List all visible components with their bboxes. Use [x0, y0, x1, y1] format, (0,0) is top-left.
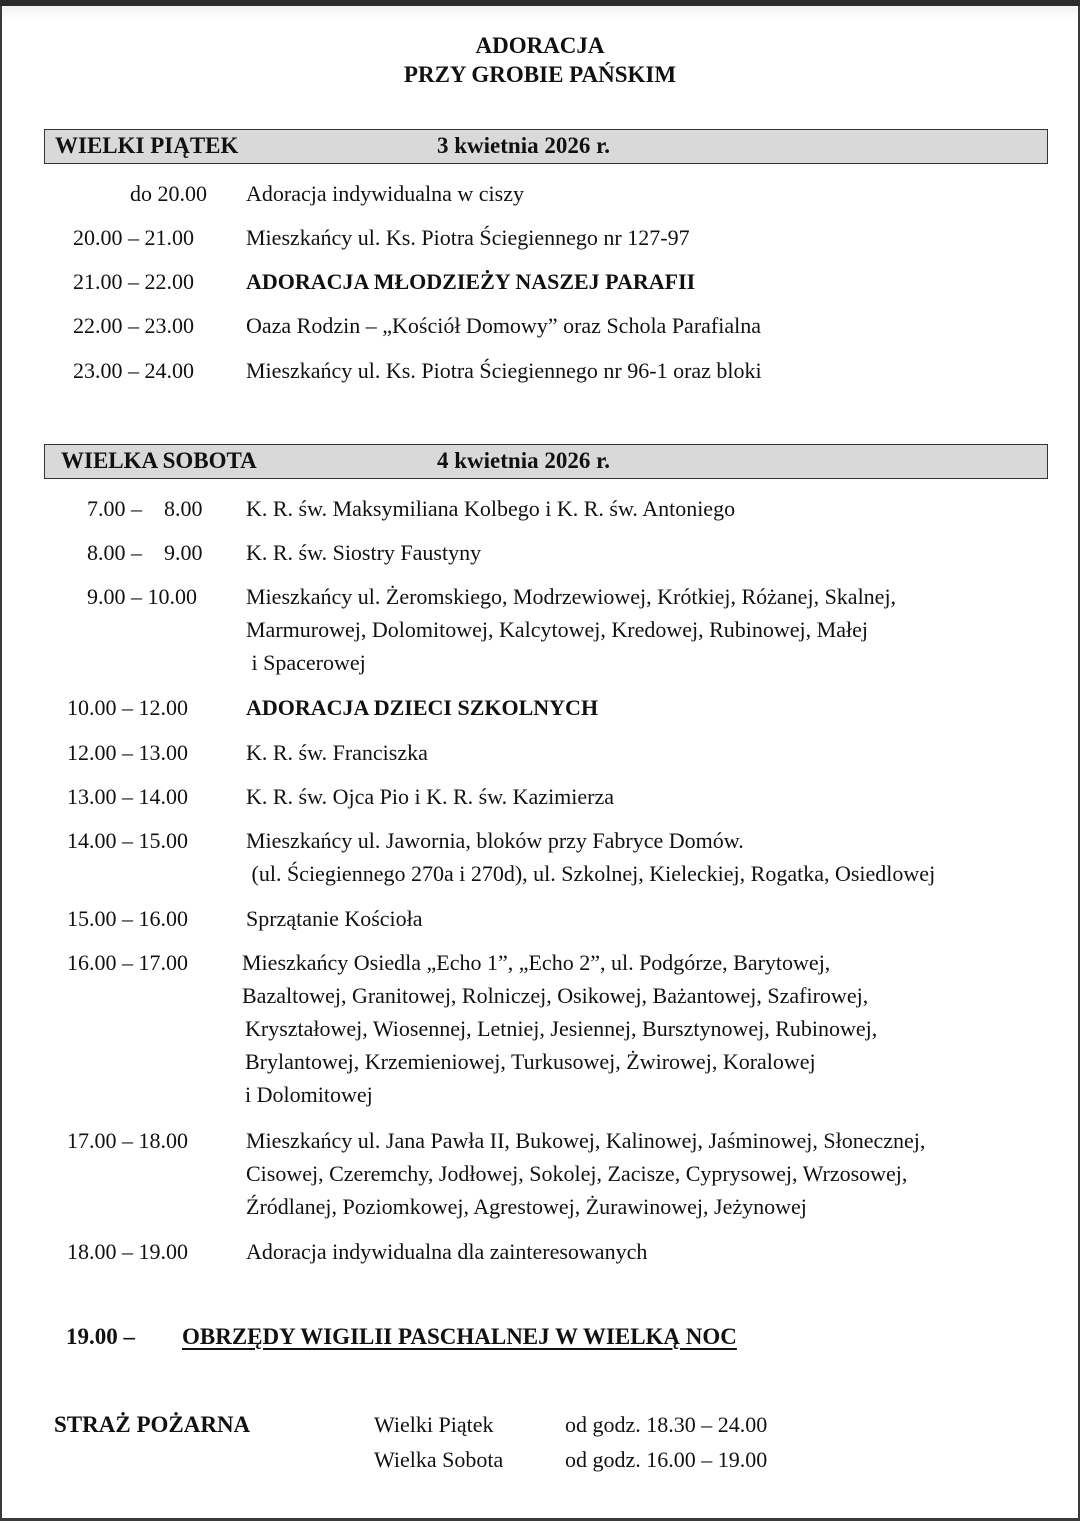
time-slot: 10.00 – 12.00 [67, 695, 188, 720]
description-line: Bazaltowej, Granitowej, Rolniczej, Osikowej, Bażantowej, Szafirowej, [242, 983, 869, 1008]
time-slot: 17.00 – 18.00 [67, 1128, 188, 1153]
day-name: WIELKA SOBOTA [61, 448, 257, 473]
time-slot: do 20.00 [130, 181, 207, 206]
time-slot: 20.00 – 21.00 [73, 225, 194, 250]
slot-description: Mieszkańcy ul. Ks. Piotra Ściegiennego nr 127-97 [246, 225, 690, 250]
slot-description: ADORACJA DZIECI SZKOLNYCH [246, 695, 599, 720]
slot-description [246, 824, 935, 890]
description-line: Kryształowej, Wiosennej, Letniej, Jesiennej, Bursztynowej, Rubinowej, [245, 1016, 878, 1041]
slot-description: K. R. św. Siostry Faustyny [246, 540, 482, 565]
day-name: WIELKI PIĄTEK [55, 133, 239, 158]
slot-description: Mieszkańcy ul. Ks. Piotra Ściegiennego nr 96-1 oraz bloki [246, 358, 762, 383]
vigil-title: OBRZĘDY WIGILII PASCHALNEJ W WIELKĄ NOC [182, 1324, 737, 1349]
description-line: Mieszkańcy ul. Żeromskiego, Modrzewiowej, Krótkiej, Różanej, Skalnej, [246, 584, 897, 609]
slot-description [246, 1124, 925, 1223]
time-slot: 18.00 – 19.00 [67, 1239, 188, 1264]
slot-description: Adoracja indywidualna w ciszy [246, 181, 524, 206]
day-header-good-friday [44, 129, 1048, 164]
slot-description: K. R. św. Ojca Pio i K. R. św. Kazimierza [246, 784, 615, 809]
description-line: Cisowej, Czeremchy, Jodłowej, Sokolej, Zacisze, Cyprysowej, Wrzosowej, [246, 1161, 908, 1186]
time-slot: 16.00 – 17.00 [67, 950, 188, 975]
slot-description: Sprzątanie Kościoła [246, 906, 423, 931]
slot-description [246, 580, 896, 679]
description-line: Brylantowej, Krzemieniowej, Turkusowej, Żwirowej, Koralowej [245, 1049, 816, 1074]
slot-description: K. R. św. Franciszka [246, 740, 428, 765]
time-slot: 8.00 – 9.00 [87, 540, 203, 565]
day-date: 3 kwietnia 2026 r. [437, 133, 610, 158]
description-line: i Spacerowej [246, 650, 366, 675]
fire-brigade-day: Wielki Piątek [374, 1412, 494, 1437]
slot-description: Adoracja indywidualna dla zainteresowanych [246, 1239, 648, 1264]
description-line: Źródlanej, Poziomkowej, Agrestowej, Żurawinowej, Jeżynowej [246, 1194, 807, 1219]
document-title: ADORACJA [475, 33, 605, 58]
time-slot: 9.00 – 10.00 [87, 584, 197, 609]
time-slot: 14.00 – 15.00 [67, 828, 188, 853]
fire-brigade-label: STRAŻ POŻARNA [54, 1412, 251, 1437]
time-slot: 22.00 – 23.00 [73, 313, 194, 338]
description-line: (ul. Ściegiennego 270a i 270d), ul. Szkolnej, Kieleckiej, Rogatka, Osiedlowej [246, 861, 936, 886]
description-line: i Dolomitowej [245, 1082, 373, 1107]
time-slot: 21.00 – 22.00 [73, 269, 194, 294]
fire-brigade-day: Wielka Sobota [374, 1447, 504, 1472]
day-date: 4 kwietnia 2026 r. [437, 448, 610, 473]
description-line: Mieszkańcy ul. Jawornia, bloków przy Fabryce Domów. [246, 828, 744, 853]
fire-brigade-hours: od godz. 18.30 – 24.00 [565, 1412, 768, 1437]
time-slot: 13.00 – 14.00 [67, 784, 188, 809]
slot-description: K. R. św. Maksymiliana Kolbego i K. R. św. Antoniego [246, 496, 736, 521]
slot-description: ADORACJA MŁODZIEŻY NASZEJ PARAFII [246, 269, 696, 294]
description-line: Marmurowej, Dolomitowej, Kalcytowej, Kredowej, Rubinowej, Małej [246, 617, 868, 642]
description-line: Mieszkańcy ul. Jana Pawła II, Bukowej, Kalinowej, Jaśminowej, Słonecznej, [246, 1128, 926, 1153]
fire-brigade-hours: od godz. 16.00 – 19.00 [565, 1447, 768, 1472]
time-slot: 12.00 – 13.00 [67, 740, 188, 765]
time-slot: 23.00 – 24.00 [73, 358, 194, 383]
slot-description: Oaza Rodzin – „Kościół Domowy” oraz Schola Parafialna [246, 313, 761, 338]
description-line: Mieszkańcy Osiedla „Echo 1”, „Echo 2”, ul. Podgórze, Barytowej, [242, 950, 831, 975]
day-header-holy-saturday [44, 444, 1048, 479]
time-slot: 7.00 – 8.00 [87, 496, 203, 521]
document-subtitle: PRZY GROBIE PAŃSKIM [403, 62, 677, 87]
time-slot: 15.00 – 16.00 [67, 906, 188, 931]
vigil-time: 19.00 – [66, 1324, 135, 1349]
slot-description [242, 946, 877, 1111]
